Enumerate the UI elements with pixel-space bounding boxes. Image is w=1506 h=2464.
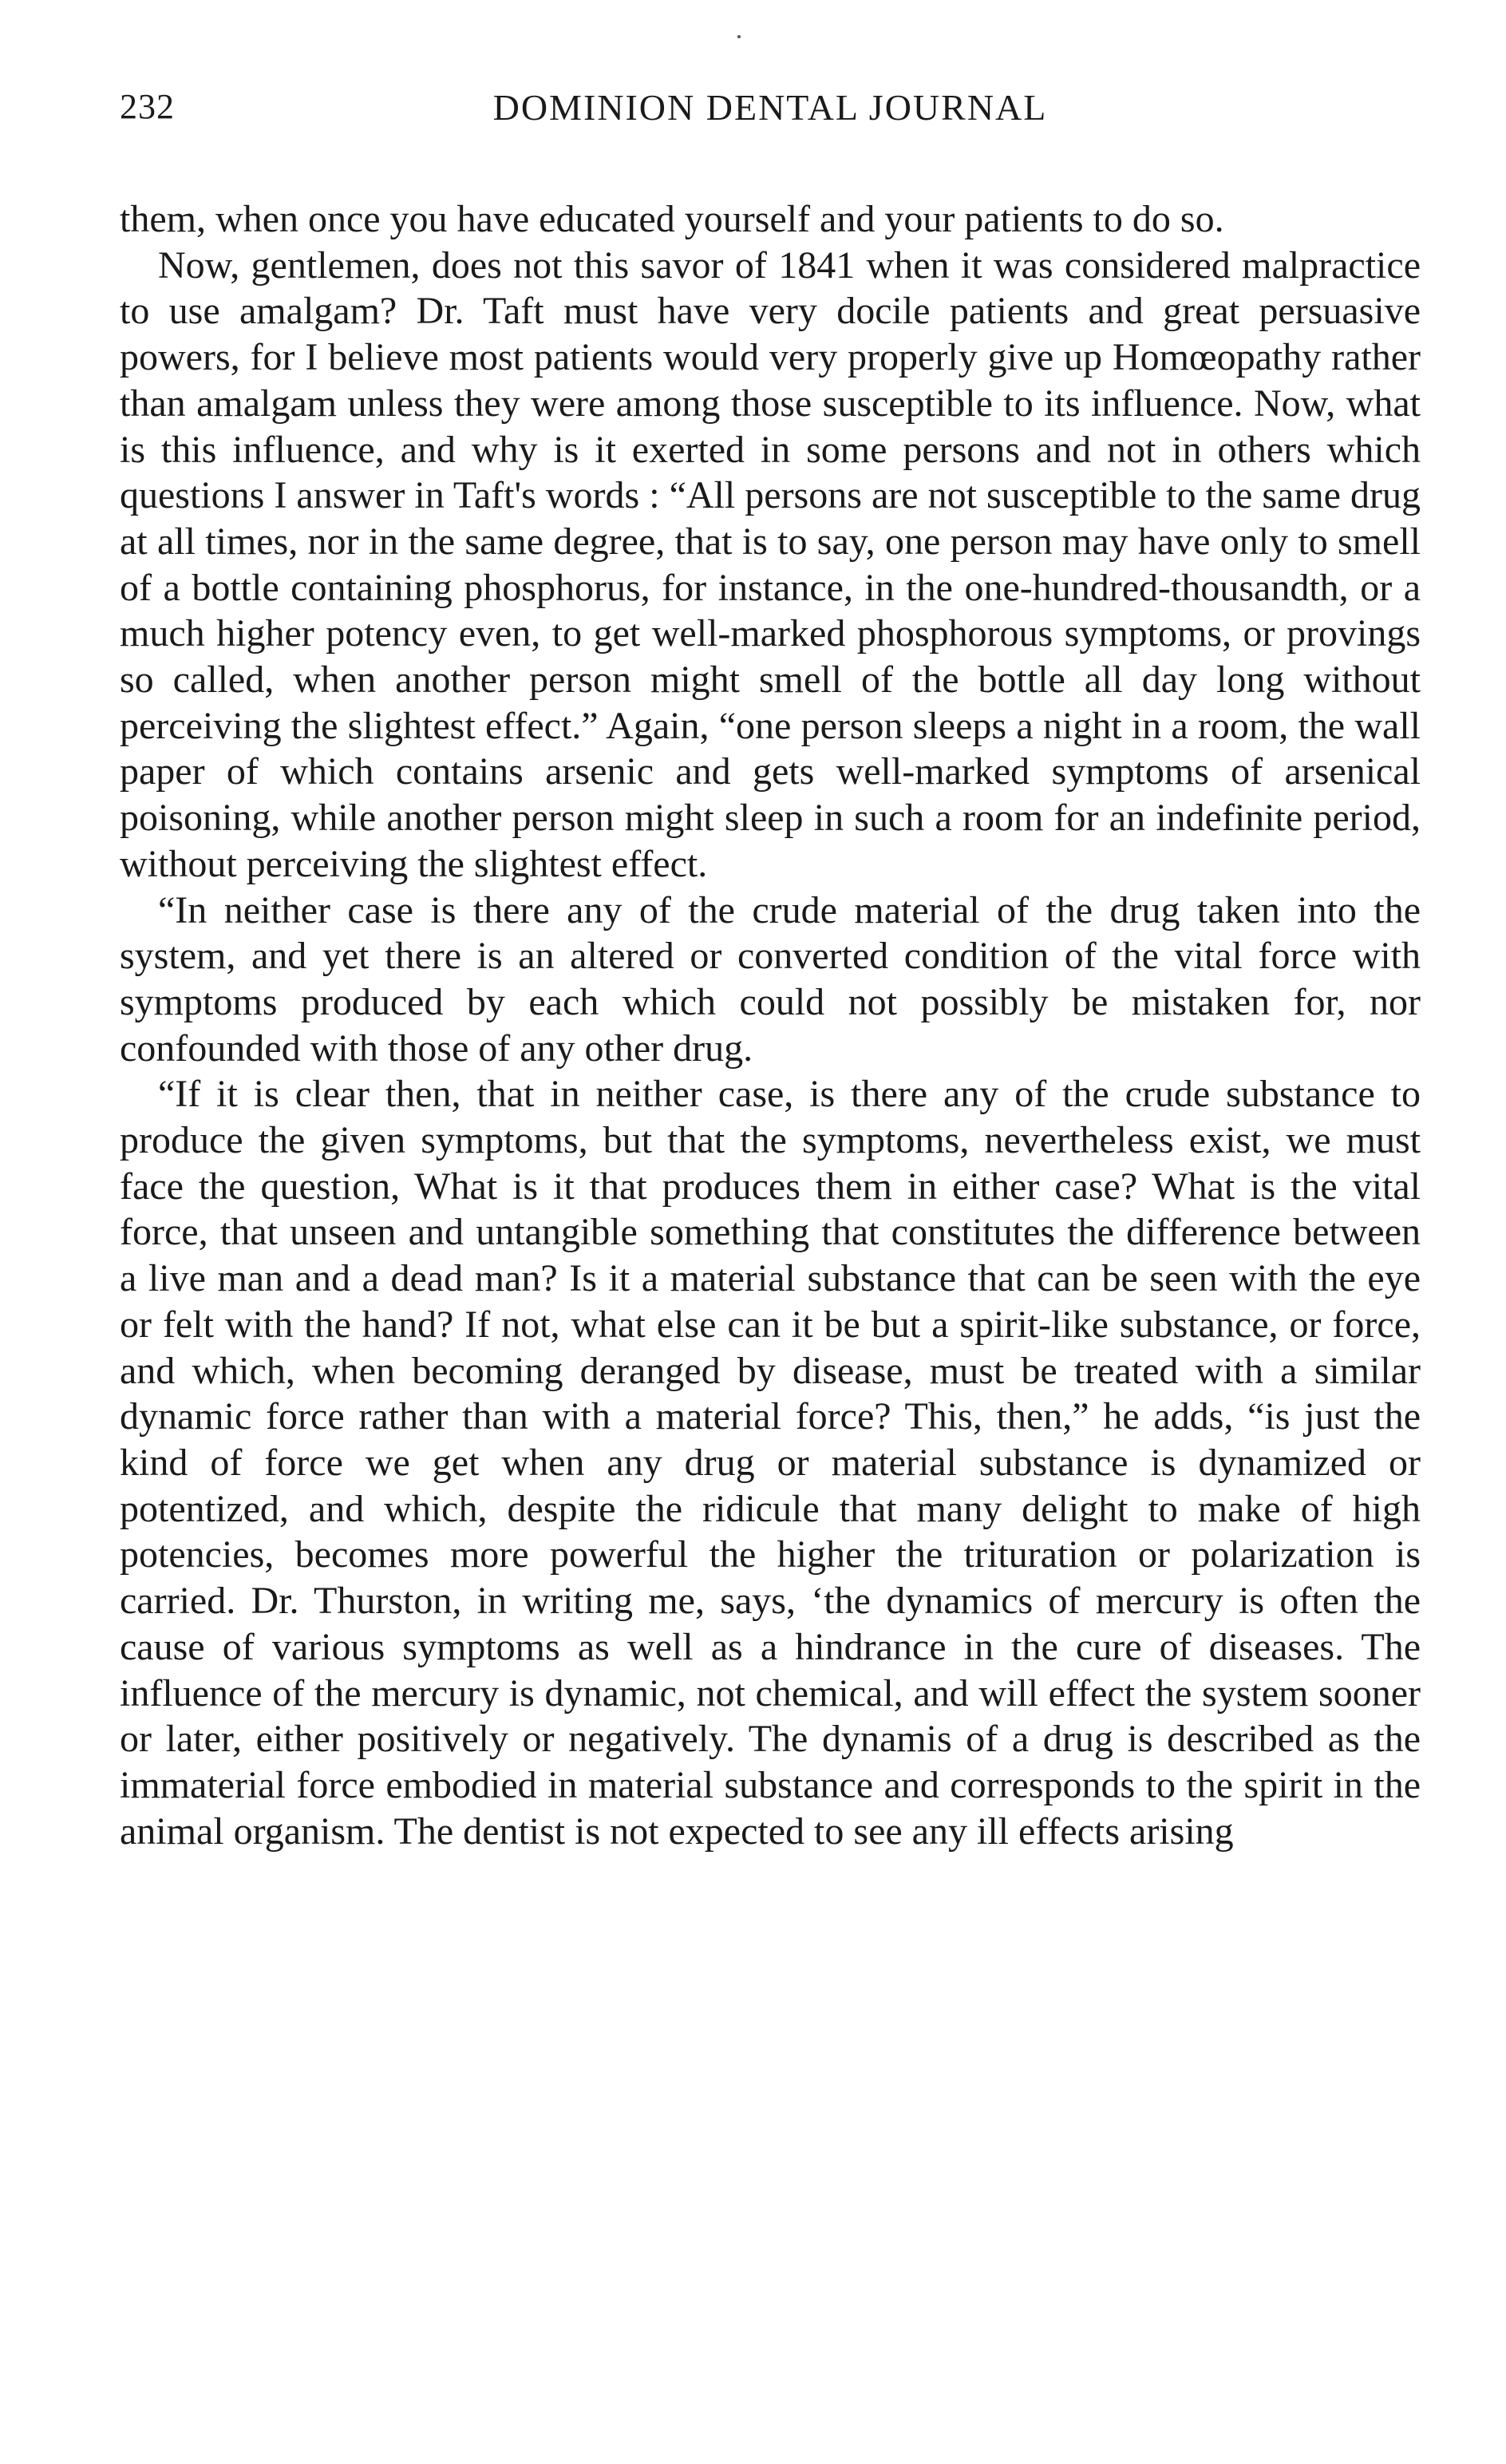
paragraph-4: “If it is clear then, that in neither case, is there any of the crude substance to produce the given symptoms, but that the symptoms, nevertheless exist, we must face the question, What is it that produces them in either case? What is the vital force, that unseen and untangible something that constitutes the difference between a live man and a dead man? Is it a material substance that can be seen with the eye or felt with the hand? If not, what else can it be but a spirit-like substance, or force, and which, when becoming deranged by disease, must be treated with a similar dynamic force rather than with a material force? This, then,” he adds, “is just the kind of force we get when any drug or material substance is dynamized or potentized, and which, despite the ridicule that many delight to make of high potencies, becomes more powerful the higher the trituration or polarization is carried. Dr. Thurston, in writing me, says, ‘the dynamics of mercury is often the cause of various symptoms as well as a hindrance in the cure of diseases. The influence of the mercury is dynamic, not chemical, and will effect the system sooner or later, either positively or negatively. The dynamis of a drug is described as the immaterial force embodied in material substance and corresponds to the spirit in the animal organism. The dentist is not expected to see any ill effects arising [120, 1073, 1421, 1853]
paragraph-1: them, when once you have educated yourself and your patients to do so. [120, 198, 1224, 240]
page-number: 232 [120, 87, 175, 126]
print-speck [737, 35, 741, 38]
paragraph-2: Now, gentlemen, does not this savor of 1841 when it was considered malpractice to use amalgam? Dr. Taft must have very docile patients and great persuasive powers, for I believe most patients would very properly give up Homœopathy rather than amalgam unless they were among those susceptible to its influence. Now, what is this influence, and why is it exerted in some persons and not in others which questions I answer in Taft's words : “All persons are not susceptible to the same drug at all times, nor in the same degree, that is to say, one person may have only to smell of a bottle containing phosphorus, for instance, in the one-hundred-thousandth, or a much higher potency even, to get well-marked phosphorous symptoms, or provings so called, when another person might smell of the bottle all day long without perceiving the slightest effect.” Again, “one person sleeps a night in a room, the wall paper of which contains arsenic and gets well-marked symptoms of arsenical poisoning, while another person might sleep in such a room for an indefinite period, without perceiving the slightest effect. [120, 243, 1421, 885]
body-text [120, 196, 1421, 1854]
page-header [120, 86, 1421, 134]
paragraph-3: “In neither case is there any of the crude material of the drug taken into the system, and yet there is an altered or converted condition of the vital force with symptoms produced by each which could not possibly be mistaken for, nor confounded with those of any other drug. [120, 888, 1421, 1070]
running-head: DOMINION DENTAL JOURNAL [492, 87, 1048, 128]
